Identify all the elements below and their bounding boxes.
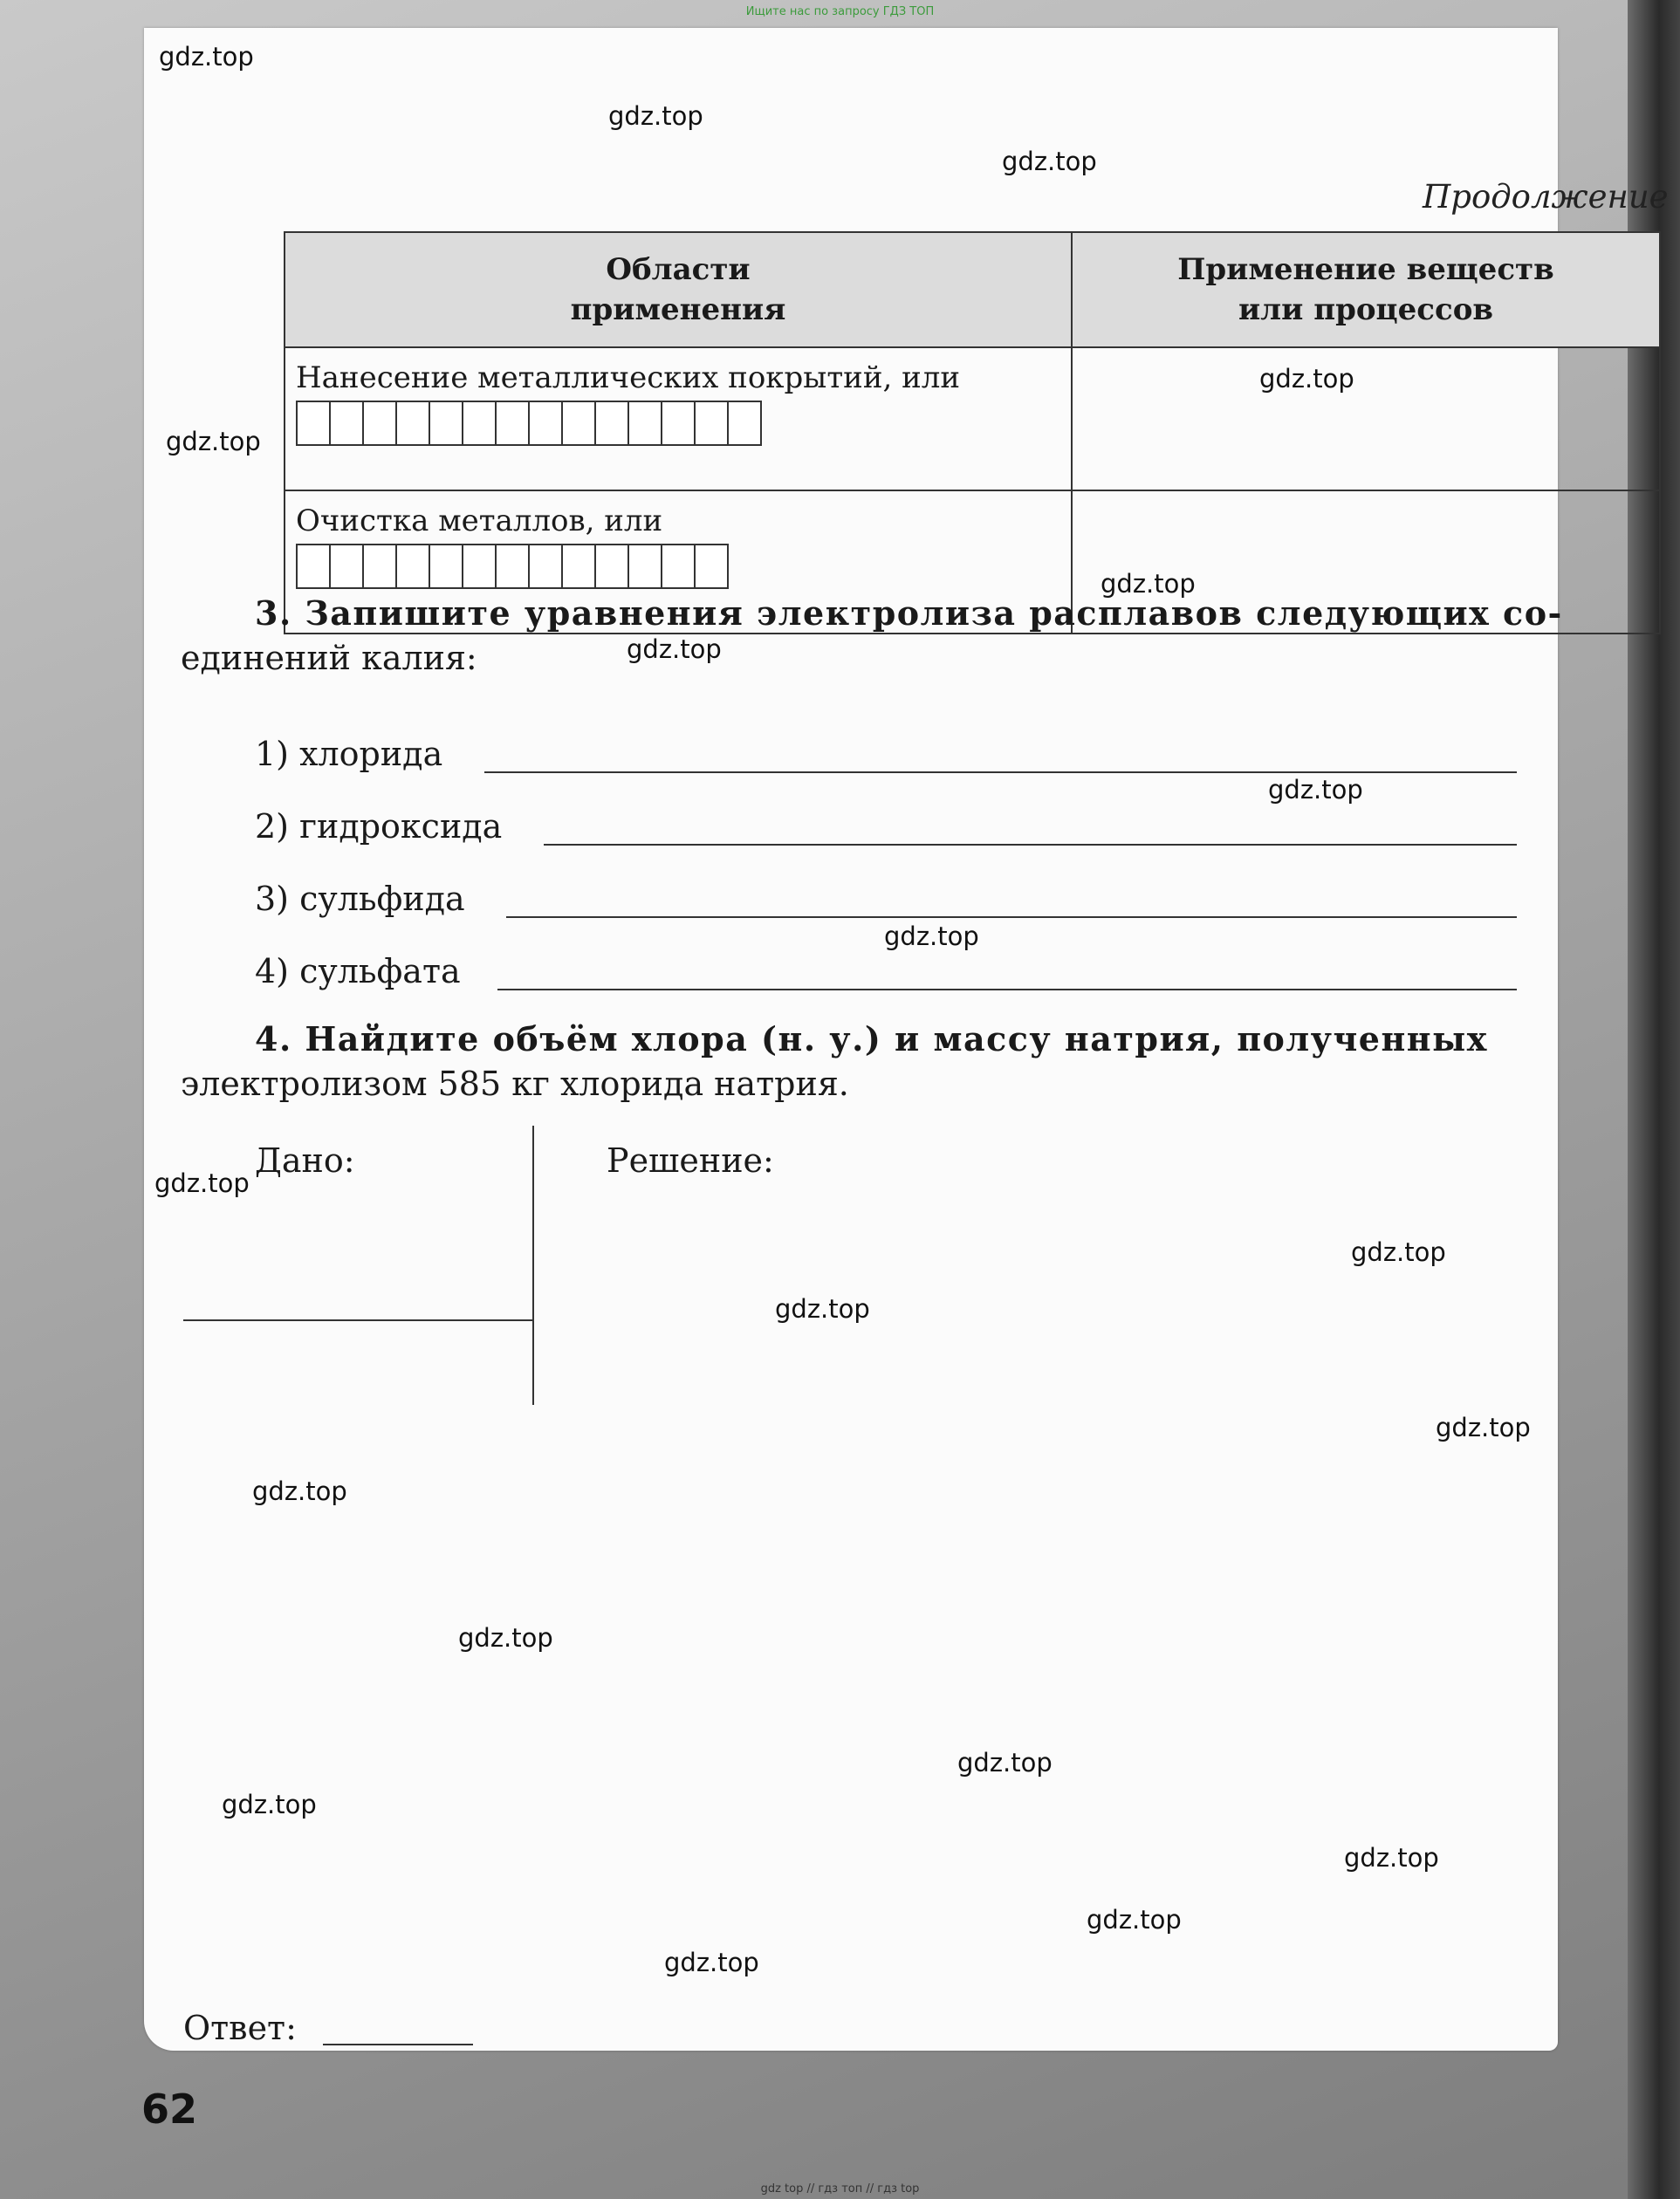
letter-box[interactable] bbox=[296, 401, 331, 446]
letter-box[interactable] bbox=[594, 544, 629, 589]
task3-text-line2: единений калия: bbox=[181, 639, 477, 677]
letter-box[interactable] bbox=[528, 401, 563, 446]
answer-label: Ответ: bbox=[183, 2009, 297, 2047]
watermark: gdz.top bbox=[252, 1476, 347, 1506]
row-label: Нанесение металлических покрытий, или bbox=[296, 360, 961, 395]
letter-box[interactable] bbox=[561, 544, 596, 589]
task3-item-chloride: 1) хлорида bbox=[255, 735, 443, 773]
answer-field[interactable] bbox=[323, 2044, 473, 2045]
answer-letter-boxes[interactable] bbox=[296, 544, 1060, 589]
answer-line[interactable] bbox=[506, 916, 1517, 918]
letter-box[interactable] bbox=[528, 544, 563, 589]
watermark: gdz.top bbox=[884, 921, 979, 951]
letter-box[interactable] bbox=[627, 544, 662, 589]
task4-text-line2: электролизом 585 кг хлорида натрия. bbox=[181, 1065, 849, 1103]
given-underline bbox=[183, 1319, 534, 1321]
page-number: 62 bbox=[141, 2086, 198, 2133]
letter-box[interactable] bbox=[561, 401, 596, 446]
watermark: gdz.top bbox=[1436, 1413, 1531, 1442]
table-cell-application[interactable] bbox=[1072, 347, 1660, 490]
letter-box[interactable] bbox=[661, 401, 696, 446]
task4-text-line1: 4. Найдите объём хлора (н. у.) и массу натрия, полученных bbox=[255, 1019, 1488, 1058]
letter-box[interactable] bbox=[627, 401, 662, 446]
workbook-page bbox=[144, 28, 1669, 2051]
watermark: gdz.top bbox=[664, 1948, 759, 1977]
letter-box[interactable] bbox=[495, 544, 530, 589]
letter-box[interactable] bbox=[594, 401, 629, 446]
letter-box[interactable] bbox=[429, 401, 463, 446]
row-label: Очистка металлов, или bbox=[296, 504, 663, 538]
letter-box[interactable] bbox=[495, 401, 530, 446]
letter-box[interactable] bbox=[362, 401, 397, 446]
given-label: Дано: bbox=[255, 1141, 355, 1180]
watermark: gdz.top bbox=[627, 634, 722, 664]
answer-line[interactable] bbox=[484, 771, 1517, 773]
table-header-applications: Применение веществ или процессов bbox=[1072, 232, 1660, 347]
task3-item-sulfate: 4) сульфата bbox=[255, 952, 461, 990]
applications-table bbox=[284, 231, 1661, 634]
task3-item-sulfide: 3) сульфида bbox=[255, 880, 465, 918]
letter-box[interactable] bbox=[395, 544, 430, 589]
watermark: gdz.top bbox=[154, 1168, 250, 1198]
letter-box[interactable] bbox=[296, 544, 331, 589]
task3-item-hydroxide: 2) гидроксида bbox=[255, 807, 503, 846]
watermark: gdz.top bbox=[1259, 364, 1354, 394]
footer-link[interactable]: gdz top // гдз топ // гдз top bbox=[760, 2182, 920, 2196]
continued-label: Продолжение bbox=[1423, 178, 1669, 216]
table-header-areas: Области применения bbox=[285, 232, 1072, 347]
table-cell-area bbox=[285, 347, 1072, 490]
watermark: gdz.top bbox=[458, 1623, 553, 1653]
watermark: gdz.top bbox=[222, 1790, 317, 1819]
watermark: gdz.top bbox=[608, 101, 703, 131]
header-link[interactable]: Ищите нас по запросу ГДЗ ТОП bbox=[745, 5, 935, 18]
answer-line[interactable] bbox=[497, 989, 1517, 990]
solution-label: Решение: bbox=[607, 1141, 774, 1180]
letter-box[interactable] bbox=[727, 401, 762, 446]
task3-text-line1: 3. Запишите уравнения электролиза расплавов следующих со- bbox=[255, 593, 1563, 633]
letter-box[interactable] bbox=[661, 544, 696, 589]
watermark: gdz.top bbox=[159, 42, 254, 72]
letter-box[interactable] bbox=[462, 544, 497, 589]
letter-box[interactable] bbox=[694, 544, 729, 589]
letter-box[interactable] bbox=[462, 401, 497, 446]
watermark: gdz.top bbox=[957, 1748, 1053, 1778]
answer-line[interactable] bbox=[544, 844, 1517, 846]
watermark: gdz.top bbox=[1344, 1843, 1439, 1873]
table-row bbox=[285, 347, 1660, 490]
given-solution-divider bbox=[532, 1126, 534, 1405]
letter-box[interactable] bbox=[395, 401, 430, 446]
watermark: gdz.top bbox=[1002, 147, 1097, 176]
watermark: gdz.top bbox=[1351, 1237, 1446, 1267]
watermark: gdz.top bbox=[1268, 775, 1363, 805]
letter-box[interactable] bbox=[329, 401, 364, 446]
answer-letter-boxes[interactable] bbox=[296, 401, 1060, 446]
watermark: gdz.top bbox=[166, 427, 261, 456]
watermark: gdz.top bbox=[775, 1294, 870, 1324]
letter-box[interactable] bbox=[694, 401, 729, 446]
watermark: gdz.top bbox=[1087, 1905, 1182, 1935]
watermark: gdz.top bbox=[1101, 569, 1196, 599]
letter-box[interactable] bbox=[429, 544, 463, 589]
letter-box[interactable] bbox=[329, 544, 364, 589]
letter-box[interactable] bbox=[362, 544, 397, 589]
